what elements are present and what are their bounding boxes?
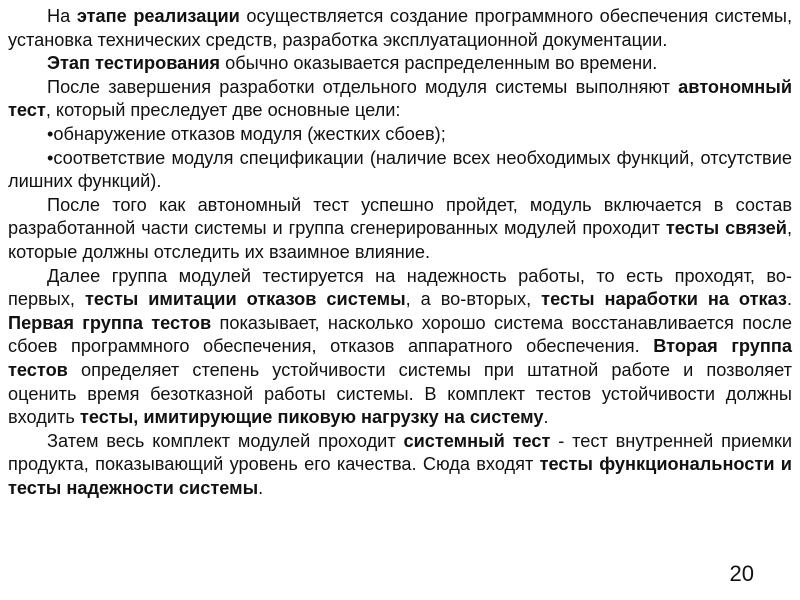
page-number: 20 [729,561,754,586]
bullet-spec-compliance [8,147,792,194]
paragraph-autonomous-test [8,76,792,123]
text-run: . [258,477,264,498]
bold-term: тесты связей [665,218,787,239]
bold-term: тесты наработки на отказ [541,289,787,310]
slide-body-text [8,5,792,500]
bold-term: тесты имитации отказов системы [84,289,406,310]
paragraph-system-test [8,430,792,501]
text-run: определяет степень устойчивости системы при штатной работе и позволяет оценить время безотказной работы системы. В комплект тестов устойчивости должны входить [8,359,792,428]
bold-term: тесты функциональности и тесты надежности системы [8,454,792,498]
text-run: . [543,407,549,428]
text-run: •обнаружение отказов модуля (жестких сбоев); [47,123,446,144]
bold-term: Этап тестирования [47,53,221,74]
text-run: Далее группа модулей тестируется на надежность работы, то есть проходят, во-первых, [8,265,792,310]
text-run: •соответствие модуля спецификации (наличие всех необходимых функций, отсутствие лишних функций). [8,147,792,192]
paragraph-link-tests [8,194,792,265]
text-run: Затем весь комплект модулей проходит [47,430,404,451]
text-run: На [47,6,77,26]
text-run: показывает, насколько хорошо система восстанавливается после сбоев программного обеспечения, отказов аппаратного обеспечения. [8,312,792,357]
text-run: , которые должны отследить их взаимное влияние. [8,218,792,262]
text-run: . [786,289,793,310]
text-run: После завершения разработки отдельного модуля системы выполняют [47,76,679,97]
paragraph-reliability-tests [8,265,792,430]
bold-term: тесты, имитирующие пиковую нагрузку на систему [79,407,544,428]
text-run: обычно оказывается распределенным во времени. [220,53,658,74]
bold-term: Вторая группа тестов [8,336,792,380]
bold-term: системный тест [403,430,551,451]
paragraph-implementation-stage [8,5,792,52]
bold-term: этапе реализации [76,6,240,26]
bold-term: Первая группа тестов [8,312,212,333]
bold-term: автономный тест [8,76,792,121]
bullet-failure-detection [8,123,792,147]
text-run: осуществляется создание программного обеспечения системы, установка технических средств, разработка эксплуатационной документации. [8,6,792,50]
text-run: - тест внутренней приемки продукта, показывающий уровень его качества. Сюда входят [8,430,792,475]
paragraph-testing-stage [8,52,792,76]
text-run: , а во-вторых, [405,289,542,310]
text-run: , который преследует две основные цели: [45,100,401,121]
text-run: После того как автономный тест успешно пройдет, модуль включается в состав разработанной части системы и группа сгенерированных модулей проходит [8,194,792,239]
